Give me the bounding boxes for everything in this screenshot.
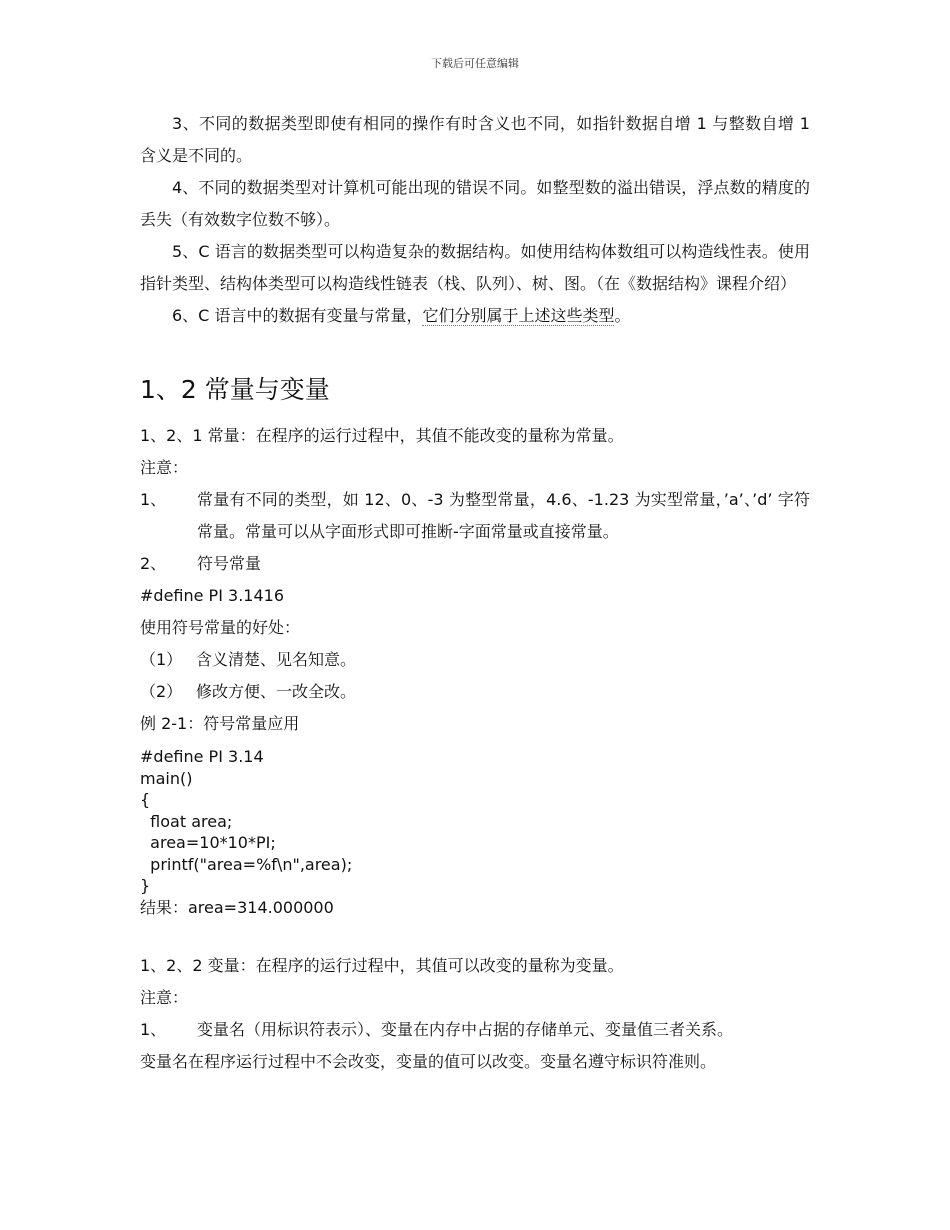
note-label: 注意： <box>140 458 189 477</box>
define-line: #define PI 3.1416 <box>140 586 284 605</box>
benefit-text: 修改方便、一改全改。 <box>196 682 357 701</box>
closing-paragraph: 变量名在程序运行过程中不会改变，变量的值可以改变。变量名遵守标识符准则。 <box>140 1052 717 1071</box>
benefit-number: （2） <box>140 682 183 701</box>
benefit-item <box>140 644 810 676</box>
note-label: 注意： <box>140 988 189 1007</box>
spacer <box>140 918 810 950</box>
section-heading: 1、2 常量与变量 <box>140 375 330 404</box>
list-item <box>140 1014 810 1046</box>
example-label: 例 2-1：符号常量应用 <box>140 714 300 733</box>
benefit-text: 含义清楚、见名知意。 <box>196 650 357 669</box>
list-item <box>140 548 810 580</box>
document-body <box>140 108 810 1078</box>
paragraph-5: 5、C 语言的数据类型可以构造复杂的数据结构。如使用结构体数组可以构造线性表。使用指针类型、结构体类型可以构造线性链表（栈、队列）、树、图。（在《数据结构》课程介绍） <box>140 242 810 293</box>
list-item-text: 变量名（用标识符表示）、变量在内存中占据的存储单元、变量值三者关系。 <box>197 1020 734 1039</box>
list-item-number: 1、 <box>140 1020 167 1039</box>
benefit-number: （1） <box>140 650 183 669</box>
paragraph-6 <box>140 300 810 332</box>
subsection-variables: 1、2、2 变量：在程序的运行过程中，其值可以改变的量称为变量。 <box>140 956 624 975</box>
list-item-text: 符号常量 <box>197 554 262 573</box>
paragraph-6-start: 6、C 语言中的数据有变量与常量， <box>172 306 423 325</box>
benefit-item <box>140 676 810 708</box>
list-item <box>140 484 810 548</box>
paragraph-6-end: 。 <box>614 306 631 325</box>
list-item-text: 常量有不同的类型，如 12、0、-3 为整型常量，4.6、-1.23 为实型常量，’a’、’d’ 字符常量。常量可以从字面形式即可推断-字面常量或直接常量。 <box>197 490 810 541</box>
list-item-number: 1、 <box>140 490 167 509</box>
code-block: #define PI 3.14 main() { float area; area=10*10*PI; printf("area=%f\n",area); } 结果：area=314.000000 <box>140 747 353 917</box>
subsection-constants: 1、2、1 常量：在程序的运行过程中，其值不能改变的量称为常量。 <box>140 426 624 445</box>
page-header: 下载后可任意编辑 <box>431 57 519 70</box>
paragraph-4: 4、不同的数据类型对计算机可能出现的错误不同。如整型数的溢出错误，浮点数的精度的丢失（有效数字位数不够）。 <box>140 178 810 229</box>
benefit-label: 使用符号常量的好处： <box>140 618 301 637</box>
list-item-number: 2、 <box>140 554 167 573</box>
paragraph-6-underlined: 它们分别属于上述这些类型 <box>422 306 615 325</box>
paragraph-3: 3、不同的数据类型即使有相同的操作有时含义也不同，如指针数据自增 1 与整数自增 1 含义是不同的。 <box>140 114 810 165</box>
